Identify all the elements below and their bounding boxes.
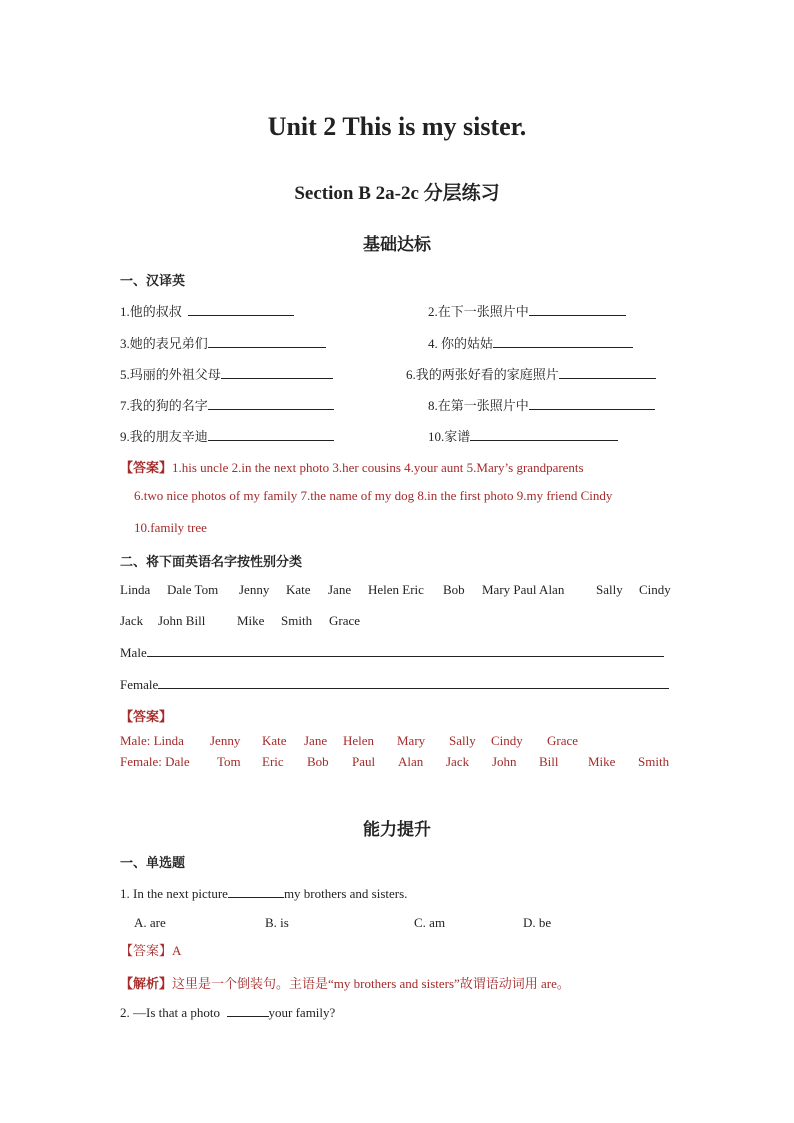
part1-answer-line-3: 10.family tree	[134, 520, 207, 535]
section-improve-heading: 能力提升	[363, 820, 431, 839]
question-blank[interactable]	[228, 885, 284, 898]
part1-answer-line-2: 6.two nice photos of my family 7.the name of my dog 8.in the first photo 9.my friend Cindy	[134, 488, 613, 503]
translation-item-5: 5.玛丽的外祖父母	[120, 364, 333, 383]
answer-tag: 【答案】	[120, 460, 173, 475]
names-line-2	[0, 613, 794, 631]
part2-heading: 二、将下面英语名字按性别分类	[120, 554, 303, 569]
answer-blank[interactable]	[188, 303, 294, 316]
name-item: Dale Tom	[167, 582, 219, 597]
male-label: Male	[120, 645, 147, 660]
name-item: Linda	[120, 582, 151, 597]
answer-name: Cindy	[491, 733, 523, 748]
translation-item-7: 7.我的狗的名字	[120, 395, 334, 414]
answer-name: Smith	[638, 754, 670, 769]
name-item: Bob	[443, 582, 465, 597]
page-title: Unit 2 This is my sister.	[267, 112, 527, 141]
name-item: Mary Paul Alan	[482, 582, 565, 597]
question-1-answer: 【答案】A	[120, 943, 182, 958]
name-item: Smith	[281, 613, 313, 628]
answer-name: Jack	[446, 754, 470, 769]
answer-name: Eric	[262, 754, 284, 769]
answer-name: Jane	[304, 733, 328, 748]
name-item: Kate	[286, 582, 311, 597]
name-item: Grace	[329, 613, 361, 628]
question-1: 1. In the next picture my brothers and sisters.	[120, 886, 408, 901]
answer-name: Male: Linda	[120, 733, 184, 748]
answer-blank[interactable]	[493, 335, 633, 348]
answer-blank[interactable]	[208, 335, 326, 348]
translation-item-9: 9.我的朋友辛迪	[120, 426, 334, 445]
analysis-text: 这里是一个倒装句。主语是“my brothers and sisters”故谓语动词用 are。	[172, 976, 570, 991]
answer-name: Kate	[262, 733, 287, 748]
female-answer-row	[0, 754, 794, 772]
name-item: Sally	[596, 582, 623, 597]
female-label: Female	[120, 677, 159, 692]
answer-name: Bill	[539, 754, 559, 769]
section-basic-heading: 基础达标	[363, 235, 431, 254]
answer-blank[interactable]	[470, 428, 618, 441]
answer-blank[interactable]	[221, 366, 333, 379]
answer-blank[interactable]	[529, 397, 655, 410]
answer-name: Female: Dale	[120, 754, 190, 769]
answer-blank[interactable]	[208, 397, 334, 410]
answer-blank[interactable]	[559, 366, 656, 379]
answer-name: Paul	[352, 754, 376, 769]
translation-item-10: 10.家谱	[428, 426, 618, 445]
question-1-options	[0, 915, 794, 933]
female-line	[120, 676, 669, 693]
question-1-analysis	[120, 973, 570, 993]
answer-blank[interactable]	[529, 303, 626, 316]
part1-heading: 一、汉译英	[120, 273, 186, 288]
answer-name: Tom	[217, 754, 241, 769]
answer-text: 1.his uncle 2.in the next photo 3.her cousins 4.your aunt 5.Mary’s grandparents	[172, 460, 584, 475]
name-item: Cindy	[639, 582, 671, 597]
translation-item-4: 4. 你的姑姑	[428, 333, 633, 352]
name-item: John Bill	[158, 613, 206, 628]
name-item: Helen Eric	[368, 582, 424, 597]
answer-name: Mary	[397, 733, 426, 748]
analysis-tag: 【解析】	[120, 976, 173, 991]
answer-name: Alan	[398, 754, 424, 769]
answer-blank[interactable]	[208, 428, 334, 441]
part2-answer-tag: 【答案】	[120, 709, 173, 724]
answer-name: Sally	[449, 733, 476, 748]
names-line-1	[0, 582, 794, 600]
option-a[interactable]: A. are	[134, 915, 166, 930]
male-answer-row	[0, 733, 794, 751]
translation-item-2: 2.在下一张照片中	[428, 301, 626, 320]
name-item: Jack	[120, 613, 144, 628]
option-d[interactable]: D. be	[523, 915, 552, 930]
female-answer-blank[interactable]	[158, 676, 669, 689]
section-subtitle: Section B 2a-2c 分层练习	[294, 183, 500, 204]
answer-name: Bob	[307, 754, 329, 769]
answer-name: Helen	[343, 733, 375, 748]
answer-name: Mike	[588, 754, 616, 769]
male-answer-blank[interactable]	[147, 644, 664, 657]
translation-item-3: 3.她的表兄弟们	[120, 333, 326, 352]
name-item: Jane	[328, 582, 352, 597]
option-b[interactable]: B. is	[265, 915, 289, 930]
answer-name: John	[492, 754, 517, 769]
answer-name: Jenny	[210, 733, 241, 748]
question-blank[interactable]	[227, 1004, 269, 1017]
translation-item-8: 8.在第一张照片中	[428, 395, 655, 414]
name-item: Jenny	[239, 582, 270, 597]
option-c[interactable]: C. am	[414, 915, 446, 930]
part3-heading: 一、单选题	[120, 855, 186, 870]
translation-item-1: 1.他的叔叔	[120, 301, 294, 320]
part1-answer-line-1	[120, 457, 584, 477]
question-2: 2. —Is that a photo your family?	[120, 1005, 336, 1020]
translation-item-6: 6.我的两张好看的家庭照片	[406, 364, 656, 383]
name-item: Mike	[237, 613, 265, 628]
male-line	[120, 644, 664, 661]
answer-name: Grace	[547, 733, 579, 748]
